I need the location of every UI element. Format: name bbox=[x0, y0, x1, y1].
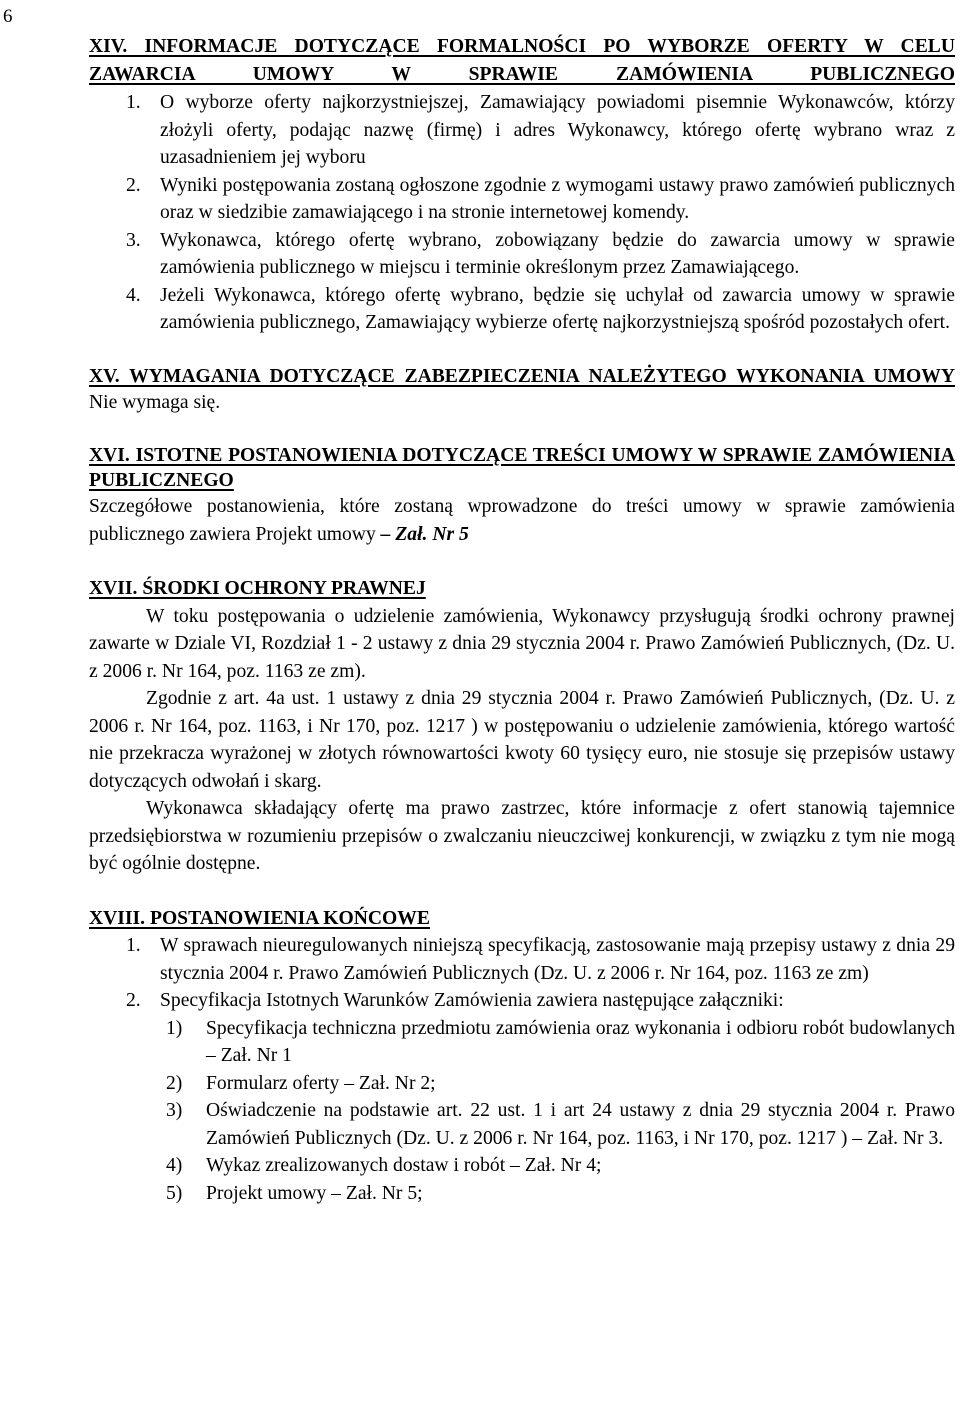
list-item bbox=[89, 282, 955, 337]
section-15-text: Nie wymaga się. bbox=[89, 391, 221, 413]
spacer bbox=[89, 548, 955, 575]
section-17-heading: XVII. ŚRODKI OCHRONY PRAWNEJ bbox=[89, 578, 426, 599]
section-17-paragraph: Wykonawca składający ofertę ma prawo zastrzec, które informacje z ofert stanowią tajemnice przedsiębiorstwa w rozumieniu przepisów o zwalczaniu nieuczciwej konkurencji, w związku z tym nie mogą być ogólnie dostępne. bbox=[89, 798, 955, 874]
attachment-item bbox=[89, 1015, 955, 1070]
section-16-heading: XVI. ISTOTNE POSTANOWIENIA DOTYCZĄCE TREŚCI UMOWY W SPRAWIE ZAMÓWIENIA PUBLICZNEGO bbox=[89, 445, 955, 491]
list-item-number: 3. bbox=[126, 229, 141, 251]
section-17-paragraph: W toku postępowania o udzielenie zamówienia, Wykonawcy przysługują środki ochrony prawnej zawarte w Dziale VI, Rozdział 1 - 2 ustawy z dnia 29 stycznia 2004 r. Prawo Zamówień Publicznych, (Dz. U. z 2006 r. Nr 164, poz. 1163 ze zm). bbox=[89, 605, 955, 682]
attachment-item bbox=[89, 1097, 955, 1152]
section-14-list bbox=[89, 89, 955, 337]
list-item bbox=[89, 172, 955, 227]
attachment-number: 4) bbox=[166, 1155, 183, 1176]
attachment-text: Oświadczenie na podstawie art. 22 ust. 1 i art 24 ustawy z dnia 29 stycznia 2004 r. Prawo Zamówień Publicznych (Dz. U. z 2006 r. Nr 164, poz. 1163, i Nr 170, poz. 1217 ) – Zał. Nr 3. bbox=[206, 1100, 955, 1149]
list-item bbox=[89, 227, 955, 282]
attachment-number: 3) bbox=[166, 1100, 183, 1121]
attachment-number: 2) bbox=[166, 1072, 183, 1094]
section-18-list bbox=[89, 932, 955, 1015]
list-item-text: O wyborze oferty najkorzystniejszej, Zamawiający powiadomi pisemnie Wykonawców, którzy złożyli oferty, podając nazwę (firmę) i adres Wykonawcy, którego ofertę wybrano wraz z uzasadnieniem jej wyboru bbox=[160, 92, 955, 168]
list-item-text: Wyniki postępowania zostaną ogłoszone zgodnie z wymogami ustawy prawo zamówień publicznych oraz w siedzibie zamawiającego i na stronie internetowej komendy. bbox=[160, 174, 955, 223]
list-item-number: 2. bbox=[126, 990, 141, 1011]
attachment-number: 5) bbox=[166, 1182, 183, 1204]
list-item-number: 1. bbox=[126, 92, 141, 113]
list-item bbox=[89, 987, 955, 1015]
list-item-text: Wykonawca, którego ofertę wybrano, zobowiązany będzie do zawarcia umowy w sprawie zamówienia publicznego w miejscu i terminie określonym przez Zamawiającego. bbox=[160, 229, 955, 278]
spacer bbox=[89, 337, 955, 364]
list-item-text: Specyfikacja Istotnych Warunków Zamówienia zawiera następujące załączniki: bbox=[160, 990, 784, 1011]
section-14-heading: XIV. INFORMACJE DOTYCZĄCE FORMALNOŚCI PO WYBORZE OFERTY W CELU ZAWARCIA UMOWY W SPRAWIE ZAMÓWIENIA PUBLICZNEGO bbox=[89, 36, 955, 85]
list-item-text: Jeżeli Wykonawca, którego ofertę wybrano, będzie się uchylał od zawarcia umowy w sprawie zamówienia publicznego, Zamawiający wybierze ofertę najkorzystniejszą spośród pozostałych ofert. bbox=[160, 284, 955, 333]
section-16-body: Szczegółowe postanowienia, które zostaną wprowadzone do treści umowy w sprawie zamówienia publicznego zawiera Projekt umowy bbox=[89, 496, 955, 545]
section-16-text bbox=[89, 493, 955, 548]
attachment-text: Projekt umowy – Zał. Nr 5; bbox=[206, 1182, 423, 1204]
section-15-heading: XV. WYMAGANIA DOTYCZĄCE ZABEZPIECZENIA NALEŻYTEGO WYKONANIA UMOWY bbox=[89, 365, 955, 387]
section-17-heading-row bbox=[89, 575, 955, 603]
attachment-item bbox=[89, 1180, 955, 1208]
list-item bbox=[89, 932, 955, 987]
list-item-text: W sprawach nieuregulowanych niniejszą specyfikacją, zastosowanie mają przepisy ustawy z dnia 29 stycznia 2004 r. Prawo Zamówień Publicznych (Dz. U. z 2006 r. Nr 164, poz. 1163 ze zm) bbox=[160, 935, 955, 984]
section-18-heading-row bbox=[89, 905, 955, 933]
page-number: 6 bbox=[3, 6, 13, 27]
list-item-number: 2. bbox=[126, 174, 141, 196]
section-17-paragraph: Zgodnie z art. 4a ust. 1 ustawy z dnia 29 stycznia 2004 r. Prawo Zamówień Publicznych, (Dz. U. z 2006 r. Nr 164, poz. 1163, i Nr 170, poz. 1217 ) w postępowaniu o udzielenie zamówienia, którego wartość nie przekracza wyrażonej w złotych równowartości kwoty 60 tysięcy euro, nie stosuje się przepisów ustawy dotyczących odwołań i skarg. bbox=[89, 688, 955, 792]
attachment-number: 1) bbox=[166, 1017, 183, 1039]
spacer bbox=[89, 416, 955, 443]
list-item bbox=[89, 89, 955, 172]
attachment-text: Wykaz zrealizowanych dostaw i robót – Zał. Nr 4; bbox=[206, 1155, 602, 1176]
attachment-text: Specyfikacja techniczna przedmiotu zamówienia oraz wykonania i odbioru robót budowlanych – Zał. Nr 1 bbox=[206, 1017, 955, 1066]
attachment-text: Formularz oferty – Zał. Nr 2; bbox=[206, 1072, 436, 1094]
attachment-item bbox=[89, 1152, 955, 1180]
section-18-heading: XVIII. POSTANOWIENIA KOŃCOWE bbox=[89, 907, 430, 929]
attachments-list bbox=[89, 1015, 955, 1208]
list-item-number: 1. bbox=[126, 935, 141, 956]
document-page bbox=[89, 33, 955, 1207]
list-item-number: 4. bbox=[126, 284, 141, 306]
attachment-ref: – Zał. Nr 5 bbox=[380, 523, 469, 545]
spacer bbox=[89, 878, 955, 905]
attachment-item bbox=[89, 1070, 955, 1098]
